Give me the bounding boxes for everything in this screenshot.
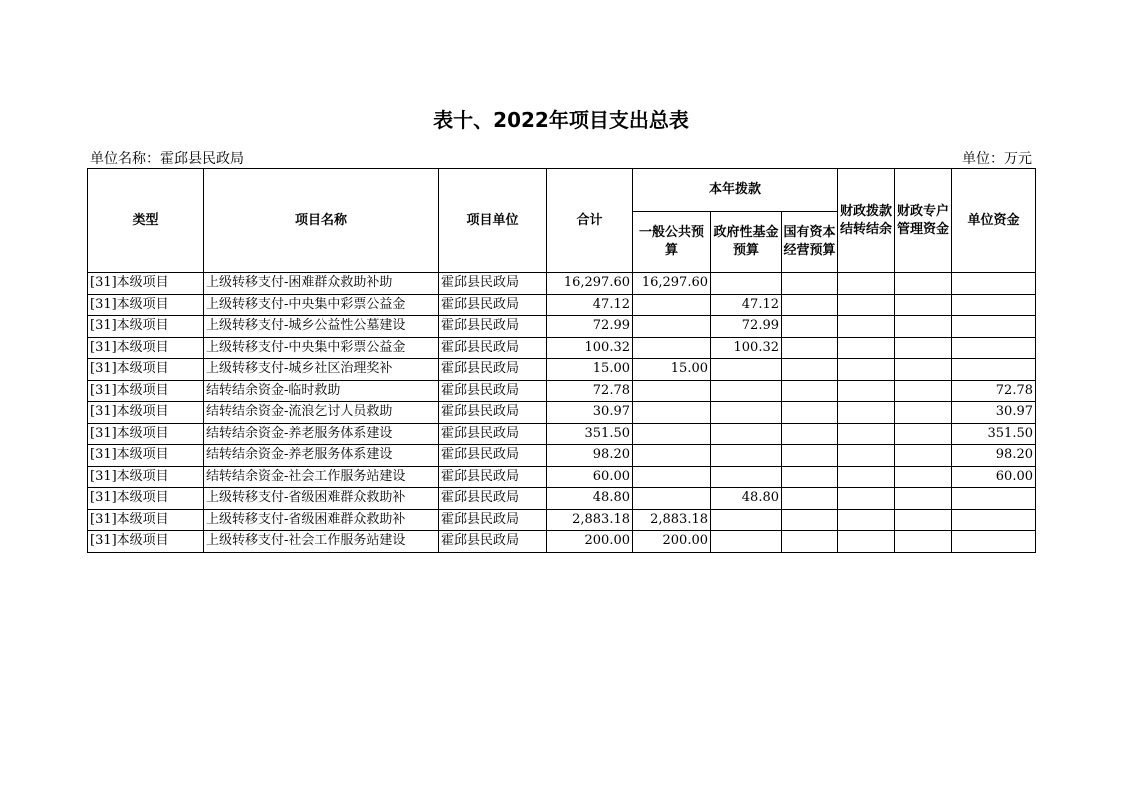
cell-unit-funds [952, 273, 1036, 295]
header-fiscal-special-account: 财政专户管理资金 [895, 169, 952, 273]
table-body [88, 273, 1036, 553]
cell-type: [31]本级项目 [88, 273, 204, 295]
header-current-year-allocation: 本年拨款 [633, 169, 838, 212]
cell-fiscal-special [895, 380, 952, 402]
cell-type: [31]本级项目 [88, 359, 204, 381]
cell-type: [31]本级项目 [88, 316, 204, 338]
header-general-public-budget: 一般公共预算 [633, 212, 711, 273]
cell-general-public [633, 402, 711, 424]
cell-type: [31]本级项目 [88, 488, 204, 510]
cell-unit-funds [952, 488, 1036, 510]
table-row [88, 273, 1036, 295]
cell-fiscal-special [895, 509, 952, 531]
cell-general-public [633, 294, 711, 316]
cell-unit-funds [952, 359, 1036, 381]
table-row [88, 466, 1036, 488]
cell-project-name: 结转结余资金-流浪乞讨人员救助 [204, 402, 439, 424]
unit-name-label: 单位名称：霍邱县民政局 [90, 151, 244, 167]
cell-general-public: 2,883.18 [633, 509, 711, 531]
table-row [88, 509, 1036, 531]
cell-project-unit: 霍邱县民政局 [439, 509, 547, 531]
cell-general-public [633, 488, 711, 510]
cell-type: [31]本级项目 [88, 466, 204, 488]
cell-type: [31]本级项目 [88, 423, 204, 445]
cell-total: 2,883.18 [547, 509, 633, 531]
table-row [88, 337, 1036, 359]
cell-project-unit: 霍邱县民政局 [439, 359, 547, 381]
cell-unit-funds: 30.97 [952, 402, 1036, 424]
cell-project-name: 上级转移支付-社会工作服务站建设 [204, 531, 439, 553]
cell-state-capital [782, 273, 838, 295]
cell-fiscal-carryover [838, 402, 895, 424]
cell-project-unit: 霍邱县民政局 [439, 273, 547, 295]
cell-project-name: 结转结余资金-临时救助 [204, 380, 439, 402]
table-row [88, 402, 1036, 424]
cell-unit-funds [952, 509, 1036, 531]
page-title: 表十、2022年项目支出总表 [433, 108, 689, 132]
table-row [88, 531, 1036, 553]
project-expenditure-table [87, 168, 1036, 553]
cell-project-name: 结转结余资金-养老服务体系建设 [204, 423, 439, 445]
cell-total: 48.80 [547, 488, 633, 510]
cell-general-public [633, 445, 711, 467]
cell-fiscal-carryover [838, 466, 895, 488]
cell-gov-fund: 48.80 [711, 488, 782, 510]
cell-total: 100.32 [547, 337, 633, 359]
cell-fiscal-carryover [838, 294, 895, 316]
cell-type: [31]本级项目 [88, 380, 204, 402]
cell-state-capital [782, 509, 838, 531]
cell-gov-fund [711, 359, 782, 381]
cell-gov-fund [711, 466, 782, 488]
cell-project-name: 上级转移支付-困难群众救助补助 [204, 273, 439, 295]
cell-gov-fund [711, 273, 782, 295]
cell-fiscal-special [895, 445, 952, 467]
cell-project-name: 上级转移支付-城乡公益性公墓建设 [204, 316, 439, 338]
header-gov-fund-budget: 政府性基金预算 [711, 212, 782, 273]
table-row [88, 316, 1036, 338]
header-project-name: 项目名称 [204, 169, 439, 273]
cell-gov-fund [711, 380, 782, 402]
cell-project-unit: 霍邱县民政局 [439, 466, 547, 488]
cell-fiscal-special [895, 316, 952, 338]
cell-fiscal-special [895, 273, 952, 295]
cell-unit-funds: 72.78 [952, 380, 1036, 402]
cell-fiscal-special [895, 359, 952, 381]
header-unit-funds: 单位资金 [952, 169, 1036, 273]
cell-fiscal-carryover [838, 488, 895, 510]
cell-fiscal-special [895, 531, 952, 553]
table-row [88, 445, 1036, 467]
cell-state-capital [782, 380, 838, 402]
cell-unit-funds: 60.00 [952, 466, 1036, 488]
header-project-unit: 项目单位 [439, 169, 547, 273]
cell-project-name: 结转结余资金-养老服务体系建设 [204, 445, 439, 467]
cell-general-public [633, 337, 711, 359]
header-total: 合计 [547, 169, 633, 273]
table-row [88, 423, 1036, 445]
cell-gov-fund: 100.32 [711, 337, 782, 359]
cell-unit-funds [952, 294, 1036, 316]
cell-total: 16,297.60 [547, 273, 633, 295]
cell-total: 98.20 [547, 445, 633, 467]
cell-fiscal-carryover [838, 273, 895, 295]
cell-fiscal-special [895, 402, 952, 424]
cell-project-unit: 霍邱县民政局 [439, 445, 547, 467]
cell-state-capital [782, 445, 838, 467]
cell-fiscal-carryover [838, 316, 895, 338]
cell-gov-fund [711, 531, 782, 553]
cell-general-public [633, 423, 711, 445]
cell-state-capital [782, 316, 838, 338]
cell-general-public [633, 380, 711, 402]
cell-fiscal-carryover [838, 423, 895, 445]
cell-unit-funds [952, 316, 1036, 338]
currency-unit-label: 单位：万元 [962, 151, 1032, 167]
cell-general-public [633, 466, 711, 488]
cell-project-unit: 霍邱县民政局 [439, 488, 547, 510]
cell-type: [31]本级项目 [88, 509, 204, 531]
cell-total: 47.12 [547, 294, 633, 316]
cell-state-capital [782, 402, 838, 424]
cell-gov-fund: 47.12 [711, 294, 782, 316]
header-state-capital-budget: 国有资本经营预算 [782, 212, 838, 273]
cell-gov-fund [711, 445, 782, 467]
cell-type: [31]本级项目 [88, 402, 204, 424]
cell-gov-fund [711, 423, 782, 445]
cell-project-name: 上级转移支付-省级困难群众救助补 [204, 509, 439, 531]
cell-fiscal-carryover [838, 359, 895, 381]
table-row [88, 380, 1036, 402]
cell-unit-funds [952, 337, 1036, 359]
cell-gov-fund: 72.99 [711, 316, 782, 338]
header-fiscal-carryover: 财政拨款结转结余 [838, 169, 895, 273]
cell-state-capital [782, 359, 838, 381]
cell-general-public [633, 316, 711, 338]
cell-unit-funds: 98.20 [952, 445, 1036, 467]
cell-project-unit: 霍邱县民政局 [439, 380, 547, 402]
cell-general-public: 15.00 [633, 359, 711, 381]
cell-state-capital [782, 294, 838, 316]
cell-project-unit: 霍邱县民政局 [439, 531, 547, 553]
table-row [88, 488, 1036, 510]
cell-state-capital [782, 531, 838, 553]
cell-fiscal-special [895, 423, 952, 445]
header-type: 类型 [88, 169, 204, 273]
cell-total: 72.99 [547, 316, 633, 338]
cell-state-capital [782, 466, 838, 488]
cell-total: 72.78 [547, 380, 633, 402]
cell-fiscal-carryover [838, 531, 895, 553]
cell-project-unit: 霍邱县民政局 [439, 423, 547, 445]
cell-fiscal-special [895, 488, 952, 510]
cell-gov-fund [711, 509, 782, 531]
cell-type: [31]本级项目 [88, 294, 204, 316]
cell-fiscal-carryover [838, 445, 895, 467]
cell-fiscal-special [895, 337, 952, 359]
table-row [88, 294, 1036, 316]
cell-total: 351.50 [547, 423, 633, 445]
cell-unit-funds: 351.50 [952, 423, 1036, 445]
cell-project-unit: 霍邱县民政局 [439, 316, 547, 338]
cell-project-unit: 霍邱县民政局 [439, 402, 547, 424]
cell-total: 60.00 [547, 466, 633, 488]
cell-general-public: 200.00 [633, 531, 711, 553]
cell-state-capital [782, 337, 838, 359]
cell-total: 200.00 [547, 531, 633, 553]
cell-project-name: 上级转移支付-中央集中彩票公益金 [204, 337, 439, 359]
cell-gov-fund [711, 402, 782, 424]
cell-project-unit: 霍邱县民政局 [439, 294, 547, 316]
cell-fiscal-special [895, 294, 952, 316]
table-row [88, 359, 1036, 381]
cell-project-name: 上级转移支付-城乡社区治理奖补 [204, 359, 439, 381]
cell-general-public: 16,297.60 [633, 273, 711, 295]
cell-fiscal-special [895, 466, 952, 488]
cell-project-name: 结转结余资金-社会工作服务站建设 [204, 466, 439, 488]
cell-type: [31]本级项目 [88, 531, 204, 553]
cell-type: [31]本级项目 [88, 337, 204, 359]
cell-project-name: 上级转移支付-中央集中彩票公益金 [204, 294, 439, 316]
cell-unit-funds [952, 531, 1036, 553]
cell-type: [31]本级项目 [88, 445, 204, 467]
cell-state-capital [782, 423, 838, 445]
cell-state-capital [782, 488, 838, 510]
cell-total: 30.97 [547, 402, 633, 424]
cell-fiscal-carryover [838, 337, 895, 359]
cell-fiscal-carryover [838, 380, 895, 402]
cell-total: 15.00 [547, 359, 633, 381]
cell-fiscal-carryover [838, 509, 895, 531]
cell-project-unit: 霍邱县民政局 [439, 337, 547, 359]
cell-project-name: 上级转移支付-省级困难群众救助补 [204, 488, 439, 510]
